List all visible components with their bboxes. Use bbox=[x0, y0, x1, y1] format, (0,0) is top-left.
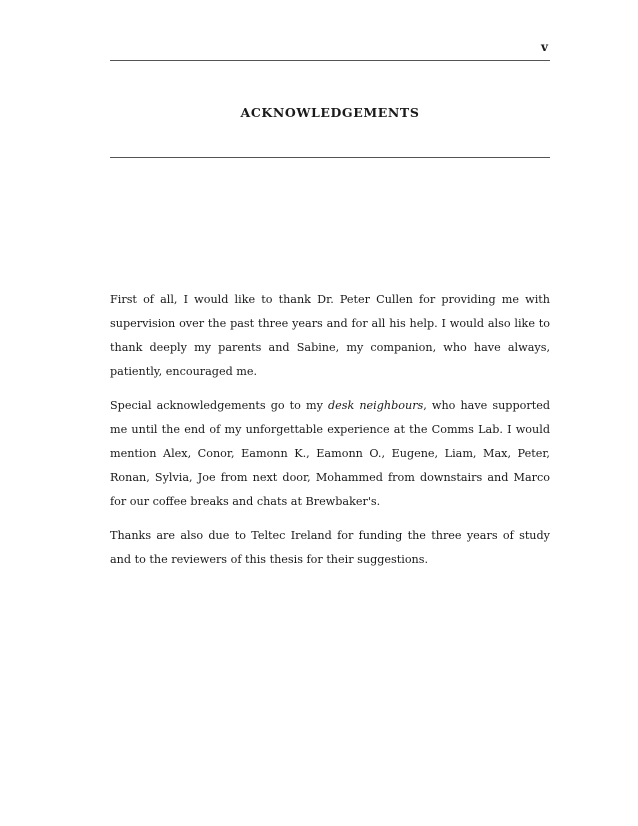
page-title: ACKNOWLEDGEMENTS bbox=[240, 105, 420, 120]
paragraph-2-emphasis: desk neighbours bbox=[327, 399, 424, 412]
title-rule bbox=[110, 157, 550, 158]
header-rule bbox=[110, 60, 550, 61]
paragraph-2-end: , who have supported me until the end of my unforgettable experience at the Comms Lab. I would mention Alex, Conor, Eamonn K., Eamonn O., Eugene, Liam, Max, Peter, Ronan, Sylvia, Joe from next door, Mohammed from downstairs and Marco for our coffee breaks and chats at Brewbaker's. bbox=[110, 399, 550, 508]
paragraph-1: First of all, I would like to thank Dr. Peter Cullen for providing me with supervision over the past three years and for all his help. I would also like to thank deeply my parents and Sabine, my companion, who have always, patiently, encouraged me. bbox=[110, 293, 550, 378]
paragraph-2-start: Special acknowledgements go to my bbox=[110, 399, 328, 412]
page-number: v bbox=[541, 40, 548, 54]
paragraph-2 bbox=[110, 394, 550, 514]
body-text bbox=[110, 288, 550, 582]
paragraph-3: Thanks are also due to Teltec Ireland for funding the three years of study and to the reviewers of this thesis for their suggestions. bbox=[110, 529, 550, 566]
